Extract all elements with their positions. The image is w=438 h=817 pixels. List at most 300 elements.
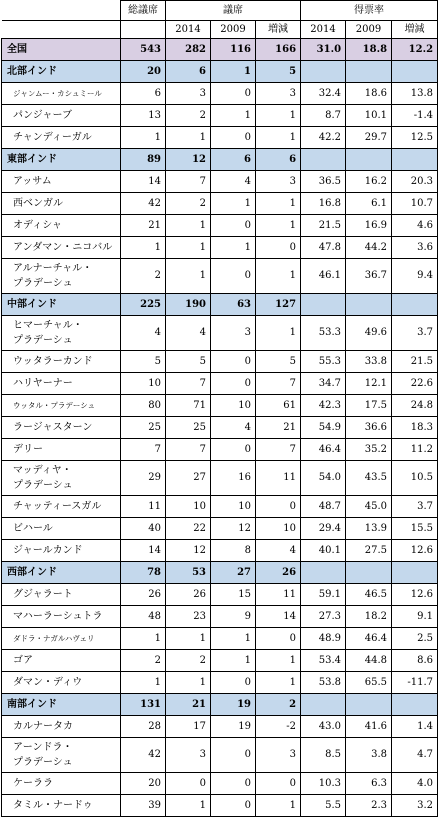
state-row	[2, 373, 438, 395]
seats-2009-cell: 4	[211, 417, 256, 439]
total-seats-cell: 78	[121, 562, 166, 584]
header-row-2	[2, 21, 438, 39]
header-seats: 議席	[166, 1, 301, 21]
vote-2014-cell: 47.8	[301, 237, 346, 259]
total-seats-cell: 42	[121, 738, 166, 773]
total-seats-cell: 80	[121, 395, 166, 417]
seats-2009-cell: 1	[211, 193, 256, 215]
vote-change-cell: 12.6	[392, 540, 438, 562]
seats-2009-cell: 9	[211, 606, 256, 628]
total-seats-cell: 28	[121, 716, 166, 738]
total-seats-cell: 543	[121, 39, 166, 61]
region-row	[2, 149, 438, 171]
header-seats-2009: 2009	[211, 21, 256, 39]
row-name-cell: アッサム	[2, 171, 121, 193]
seats-change-cell: -2	[256, 716, 301, 738]
region-row	[2, 294, 438, 316]
seats-2014-cell: 6	[166, 61, 211, 83]
state-row	[2, 105, 438, 127]
vote-2014-cell: 42.3	[301, 395, 346, 417]
row-name-cell: 東部インド	[2, 149, 121, 171]
state-row	[2, 127, 438, 149]
state-row	[2, 518, 438, 540]
vote-2009-cell: 36.7	[346, 259, 392, 294]
seats-2014-cell: 1	[166, 127, 211, 149]
row-name-cell: グジャラート	[2, 584, 121, 606]
vote-2014-cell: 48.7	[301, 496, 346, 518]
vote-2014-cell: 34.7	[301, 373, 346, 395]
seats-2014-cell: 10	[166, 496, 211, 518]
seats-2014-cell: 190	[166, 294, 211, 316]
row-name-cell: カルナータカ	[2, 716, 121, 738]
state-row	[2, 540, 438, 562]
seats-change-cell: 127	[256, 294, 301, 316]
state-row	[2, 83, 438, 105]
vote-2009-cell	[346, 562, 392, 584]
seats-2014-cell: 3	[166, 83, 211, 105]
seats-2014-cell: 1	[166, 795, 211, 817]
total-seats-cell: 1	[121, 127, 166, 149]
vote-change-cell	[392, 562, 438, 584]
vote-2014-cell	[301, 694, 346, 716]
seats-2014-cell: 12	[166, 149, 211, 171]
vote-2014-cell: 48.9	[301, 628, 346, 650]
seats-2009-cell: 0	[211, 127, 256, 149]
vote-2009-cell: 41.6	[346, 716, 392, 738]
vote-change-cell: 24.8	[392, 395, 438, 417]
vote-2014-cell: 32.4	[301, 83, 346, 105]
seats-2014-cell: 1	[166, 259, 211, 294]
seats-2009-cell: 3	[211, 316, 256, 351]
seats-2009-cell: 10	[211, 395, 256, 417]
vote-2009-cell: 6.1	[346, 193, 392, 215]
seats-change-cell: 1	[256, 193, 301, 215]
vote-2009-cell: 45.0	[346, 496, 392, 518]
vote-2014-cell: 5.5	[301, 795, 346, 817]
seats-change-cell: 3	[256, 83, 301, 105]
seats-2014-cell: 7	[166, 439, 211, 461]
state-row	[2, 461, 438, 496]
row-name-cell: アーンドラ・ プラデーシュ	[2, 738, 121, 773]
vote-2009-cell: 13.9	[346, 518, 392, 540]
seats-2009-cell: 0	[211, 795, 256, 817]
vote-2014-cell: 43.0	[301, 716, 346, 738]
vote-2009-cell: 18.6	[346, 83, 392, 105]
seats-2014-cell: 23	[166, 606, 211, 628]
vote-2014-cell: 53.3	[301, 316, 346, 351]
seats-2014-cell: 1	[166, 215, 211, 237]
seats-change-cell: 1	[256, 316, 301, 351]
vote-change-cell	[392, 694, 438, 716]
seats-change-cell: 61	[256, 395, 301, 417]
row-name-cell: デリー	[2, 439, 121, 461]
vote-change-cell: 4.6	[392, 215, 438, 237]
total-seats-cell: 13	[121, 105, 166, 127]
seats-2009-cell: 19	[211, 694, 256, 716]
row-name-cell: ビハール	[2, 518, 121, 540]
vote-2009-cell: 36.6	[346, 417, 392, 439]
seats-2009-cell: 1	[211, 628, 256, 650]
vote-2009-cell: 65.5	[346, 672, 392, 694]
vote-2014-cell	[301, 61, 346, 83]
state-row	[2, 259, 438, 294]
vote-change-cell: 15.5	[392, 518, 438, 540]
row-name-cell: ジャールカンド	[2, 540, 121, 562]
total-seats-cell: 42	[121, 193, 166, 215]
vote-2009-cell: 2.3	[346, 795, 392, 817]
vote-change-cell: 1.4	[392, 716, 438, 738]
state-row	[2, 395, 438, 417]
total-seats-cell: 2	[121, 650, 166, 672]
vote-change-cell: 9.1	[392, 606, 438, 628]
seats-2014-cell: 53	[166, 562, 211, 584]
vote-2014-cell: 27.3	[301, 606, 346, 628]
vote-2014-cell: 36.5	[301, 171, 346, 193]
row-name-cell: ゴア	[2, 650, 121, 672]
seats-2014-cell: 1	[166, 628, 211, 650]
state-row	[2, 351, 438, 373]
vote-2014-cell: 53.8	[301, 672, 346, 694]
state-row	[2, 193, 438, 215]
state-row	[2, 738, 438, 773]
vote-2009-cell: 44.8	[346, 650, 392, 672]
seats-2009-cell: 15	[211, 584, 256, 606]
vote-change-cell: 11.2	[392, 439, 438, 461]
vote-2014-cell	[301, 294, 346, 316]
vote-2014-cell: 59.1	[301, 584, 346, 606]
row-name-cell: 西部インド	[2, 562, 121, 584]
total-seats-cell: 40	[121, 518, 166, 540]
seats-2014-cell: 7	[166, 373, 211, 395]
row-name-cell: 西ベンガル	[2, 193, 121, 215]
row-name-cell: ウッタラーカンド	[2, 351, 121, 373]
vote-change-cell: 3.7	[392, 316, 438, 351]
vote-change-cell: 12.2	[392, 39, 438, 61]
row-name-cell: チャンディーガル	[2, 127, 121, 149]
seats-2009-cell: 0	[211, 373, 256, 395]
vote-2009-cell	[346, 61, 392, 83]
total-seats-cell: 14	[121, 540, 166, 562]
total-seats-cell: 25	[121, 417, 166, 439]
vote-change-cell: 8.6	[392, 650, 438, 672]
row-name-cell: ケーララ	[2, 773, 121, 795]
seats-change-cell: 11	[256, 584, 301, 606]
row-name-cell: パンジャーブ	[2, 105, 121, 127]
vote-2009-cell	[346, 294, 392, 316]
seats-2009-cell: 0	[211, 672, 256, 694]
seats-change-cell: 1	[256, 259, 301, 294]
vote-2014-cell: 53.4	[301, 650, 346, 672]
seats-2014-cell: 2	[166, 193, 211, 215]
vote-2009-cell: 10.1	[346, 105, 392, 127]
vote-2014-cell: 54.9	[301, 417, 346, 439]
state-row	[2, 215, 438, 237]
seats-2009-cell: 63	[211, 294, 256, 316]
seats-2009-cell: 19	[211, 716, 256, 738]
vote-2014-cell: 8.7	[301, 105, 346, 127]
seats-2014-cell: 1	[166, 672, 211, 694]
header-blank-cell	[2, 21, 121, 39]
seats-2014-cell: 21	[166, 694, 211, 716]
seats-2009-cell: 0	[211, 215, 256, 237]
vote-2009-cell: 33.8	[346, 351, 392, 373]
vote-change-cell	[392, 149, 438, 171]
vote-2009-cell: 44.2	[346, 237, 392, 259]
vote-change-cell: 10.7	[392, 193, 438, 215]
seats-2009-cell: 8	[211, 540, 256, 562]
seats-2009-cell: 1	[211, 105, 256, 127]
seats-2014-cell: 3	[166, 738, 211, 773]
seats-change-cell: 1	[256, 215, 301, 237]
seats-2009-cell: 27	[211, 562, 256, 584]
seats-2014-cell: 2	[166, 650, 211, 672]
seats-2009-cell: 0	[211, 738, 256, 773]
row-name-cell: ダドラ・ナガルハヴェリ	[2, 628, 121, 650]
row-name-cell: ジャンムー・カシュミール	[2, 83, 121, 105]
vote-change-cell	[392, 294, 438, 316]
seats-change-cell: 26	[256, 562, 301, 584]
vote-2014-cell: 8.5	[301, 738, 346, 773]
seats-2014-cell: 25	[166, 417, 211, 439]
seats-2009-cell: 6	[211, 149, 256, 171]
vote-2009-cell: 46.5	[346, 584, 392, 606]
vote-2014-cell: 46.1	[301, 259, 346, 294]
header-row-1	[2, 1, 438, 21]
seats-change-cell: 0	[256, 237, 301, 259]
total-seats-cell: 20	[121, 61, 166, 83]
total-seats-cell: 5	[121, 351, 166, 373]
vote-2014-cell	[301, 149, 346, 171]
total-seats-cell: 4	[121, 316, 166, 351]
seats-change-cell: 1	[256, 650, 301, 672]
seats-change-cell: 2	[256, 694, 301, 716]
vote-2009-cell: 16.9	[346, 215, 392, 237]
vote-change-cell: 12.5	[392, 127, 438, 149]
vote-2014-cell: 42.2	[301, 127, 346, 149]
total-seats-cell: 89	[121, 149, 166, 171]
seats-change-cell: 3	[256, 738, 301, 773]
state-row	[2, 795, 438, 817]
seats-change-cell: 1	[256, 105, 301, 127]
header-seats-2014: 2014	[166, 21, 211, 39]
seats-change-cell: 166	[256, 39, 301, 61]
total-seats-cell: 1	[121, 628, 166, 650]
vote-change-cell: -1.4	[392, 105, 438, 127]
seats-change-cell: 14	[256, 606, 301, 628]
seats-2009-cell: 4	[211, 171, 256, 193]
vote-2014-cell: 16.8	[301, 193, 346, 215]
vote-2014-cell	[301, 562, 346, 584]
vote-2009-cell: 49.6	[346, 316, 392, 351]
total-seats-cell: 2	[121, 259, 166, 294]
row-name-cell: 南部インド	[2, 694, 121, 716]
seats-2009-cell: 10	[211, 496, 256, 518]
seats-2014-cell: 1	[166, 237, 211, 259]
vote-2009-cell: 12.1	[346, 373, 392, 395]
state-row	[2, 496, 438, 518]
vote-change-cell: 13.8	[392, 83, 438, 105]
election-results-table	[1, 0, 438, 817]
seats-2009-cell: 0	[211, 439, 256, 461]
total-seats-cell: 225	[121, 294, 166, 316]
vote-change-cell: 9.4	[392, 259, 438, 294]
vote-2009-cell: 17.5	[346, 395, 392, 417]
seats-change-cell: 6	[256, 149, 301, 171]
seats-change-cell: 10	[256, 518, 301, 540]
row-name-cell: アルナーチャル・ プラデーシュ	[2, 259, 121, 294]
header-vote-2009: 2009	[346, 21, 392, 39]
row-name-cell: ラージャスターン	[2, 417, 121, 439]
seats-change-cell: 7	[256, 439, 301, 461]
seats-change-cell: 11	[256, 461, 301, 496]
total-seats-cell: 1	[121, 672, 166, 694]
total-seats-cell: 48	[121, 606, 166, 628]
state-row	[2, 237, 438, 259]
state-row	[2, 171, 438, 193]
total-seats-cell: 20	[121, 773, 166, 795]
seats-2009-cell: 0	[211, 83, 256, 105]
seats-2014-cell: 4	[166, 316, 211, 351]
vote-2009-cell: 29.7	[346, 127, 392, 149]
seats-2014-cell: 26	[166, 584, 211, 606]
row-name-cell: ダマン・ディウ	[2, 672, 121, 694]
vote-2009-cell: 16.2	[346, 171, 392, 193]
vote-2009-cell: 18.2	[346, 606, 392, 628]
region-row	[2, 562, 438, 584]
seats-change-cell: 0	[256, 496, 301, 518]
header-seats-change: 増減	[256, 21, 301, 39]
row-name-cell: アンダマン・ニコバル	[2, 237, 121, 259]
seats-change-cell: 4	[256, 540, 301, 562]
seats-change-cell: 7	[256, 373, 301, 395]
seats-2009-cell: 1	[211, 237, 256, 259]
total-seats-cell: 11	[121, 496, 166, 518]
state-row	[2, 606, 438, 628]
vote-2009-cell: 6.3	[346, 773, 392, 795]
total-seats-cell: 21	[121, 215, 166, 237]
total-seats-cell: 1	[121, 237, 166, 259]
seats-2009-cell: 16	[211, 461, 256, 496]
state-row	[2, 628, 438, 650]
vote-2014-cell: 31.0	[301, 39, 346, 61]
seats-2009-cell: 0	[211, 351, 256, 373]
row-name-cell: 北部インド	[2, 61, 121, 83]
vote-2009-cell: 3.8	[346, 738, 392, 773]
table-body	[2, 39, 438, 817]
vote-change-cell: -11.7	[392, 672, 438, 694]
seats-change-cell: 0	[256, 773, 301, 795]
vote-2009-cell: 43.5	[346, 461, 392, 496]
header-blank-cell	[121, 21, 166, 39]
seats-2009-cell: 0	[211, 259, 256, 294]
header-vote-2014: 2014	[301, 21, 346, 39]
region-row	[2, 61, 438, 83]
vote-2009-cell: 46.4	[346, 628, 392, 650]
seats-2009-cell: 0	[211, 773, 256, 795]
vote-2014-cell: 40.1	[301, 540, 346, 562]
seats-change-cell: 5	[256, 61, 301, 83]
header-vote-change: 増減	[392, 21, 438, 39]
state-row	[2, 716, 438, 738]
seats-2014-cell: 27	[166, 461, 211, 496]
row-name-cell: オディシャ	[2, 215, 121, 237]
vote-change-cell: 4.0	[392, 773, 438, 795]
seats-2014-cell: 22	[166, 518, 211, 540]
seats-2014-cell: 71	[166, 395, 211, 417]
seats-change-cell: 1	[256, 127, 301, 149]
row-name-cell: マッディヤ・ プラデーシュ	[2, 461, 121, 496]
seats-2014-cell: 7	[166, 171, 211, 193]
seats-2014-cell: 2	[166, 105, 211, 127]
seats-2014-cell: 0	[166, 773, 211, 795]
vote-2009-cell: 27.5	[346, 540, 392, 562]
total-seats-cell: 7	[121, 439, 166, 461]
vote-change-cell: 3.7	[392, 496, 438, 518]
seats-2009-cell: 1	[211, 61, 256, 83]
header-total-seats: 総議席	[121, 1, 166, 21]
total-seats-cell: 10	[121, 373, 166, 395]
state-row	[2, 316, 438, 351]
header-blank-cell	[2, 1, 121, 21]
vote-change-cell: 21.5	[392, 351, 438, 373]
vote-change-cell: 2.5	[392, 628, 438, 650]
total-seats-cell: 14	[121, 171, 166, 193]
national-row	[2, 39, 438, 61]
vote-2009-cell	[346, 149, 392, 171]
row-name-cell: 全国	[2, 39, 121, 61]
header-vote-share: 得票率	[301, 1, 438, 21]
seats-2014-cell: 17	[166, 716, 211, 738]
seats-2009-cell: 1	[211, 650, 256, 672]
vote-2014-cell: 46.4	[301, 439, 346, 461]
state-row	[2, 439, 438, 461]
row-name-cell: ハリヤーナー	[2, 373, 121, 395]
region-row	[2, 694, 438, 716]
seats-change-cell: 21	[256, 417, 301, 439]
vote-change-cell: 12.6	[392, 584, 438, 606]
seats-change-cell: 5	[256, 351, 301, 373]
row-name-cell: 中部インド	[2, 294, 121, 316]
vote-change-cell: 20.3	[392, 171, 438, 193]
total-seats-cell: 29	[121, 461, 166, 496]
seats-2014-cell: 282	[166, 39, 211, 61]
seats-change-cell: 3	[256, 171, 301, 193]
total-seats-cell: 39	[121, 795, 166, 817]
vote-change-cell: 10.5	[392, 461, 438, 496]
total-seats-cell: 131	[121, 694, 166, 716]
vote-2014-cell: 10.3	[301, 773, 346, 795]
total-seats-cell: 26	[121, 584, 166, 606]
seats-2009-cell: 12	[211, 518, 256, 540]
vote-change-cell: 22.6	[392, 373, 438, 395]
seats-2009-cell: 116	[211, 39, 256, 61]
row-name-cell: ヒマーチャル・ プラデーシュ	[2, 316, 121, 351]
row-name-cell: ウッタル・プラデーシュ	[2, 395, 121, 417]
state-row	[2, 650, 438, 672]
state-row	[2, 417, 438, 439]
vote-2014-cell: 29.4	[301, 518, 346, 540]
row-name-cell: チャッティースガル	[2, 496, 121, 518]
vote-change-cell	[392, 61, 438, 83]
vote-2009-cell: 18.8	[346, 39, 392, 61]
vote-change-cell: 18.3	[392, 417, 438, 439]
vote-2014-cell: 54.0	[301, 461, 346, 496]
vote-2009-cell: 35.2	[346, 439, 392, 461]
seats-2014-cell: 5	[166, 351, 211, 373]
state-row	[2, 773, 438, 795]
seats-change-cell: 0	[256, 628, 301, 650]
vote-2014-cell: 55.3	[301, 351, 346, 373]
